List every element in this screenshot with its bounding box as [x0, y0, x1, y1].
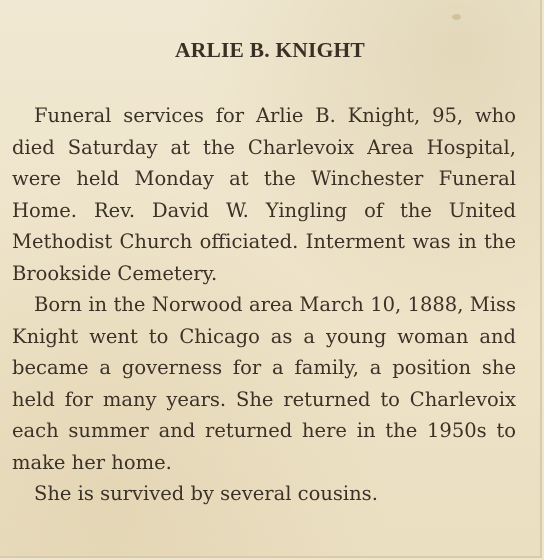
paragraph-biography: Born in the Norwood area March 10, 1888, Miss Knight went to Chicago as a young woman and became a governess for a family, a position she held for many years. She returned to Charlevoix each summer and returned here in the 1950s to make her home.	[12, 293, 516, 474]
paragraph-funeral-services: Funeral services for Arlie B. Knight, 95, who died Saturday at the Charlevoix Area Hospital, were held Monday at the Winchester Funeral Home. Rev. David W. Yingling of the United Methodist Church officiated. Interment was in the Brookside Cemetery.	[12, 104, 516, 285]
obituary-headline: ARLIE B. KNIGHT	[175, 38, 365, 62]
obituary-body	[12, 100, 516, 510]
paper-stain	[452, 14, 461, 20]
paragraph-survivors: She is survived by several cousins.	[34, 482, 378, 505]
